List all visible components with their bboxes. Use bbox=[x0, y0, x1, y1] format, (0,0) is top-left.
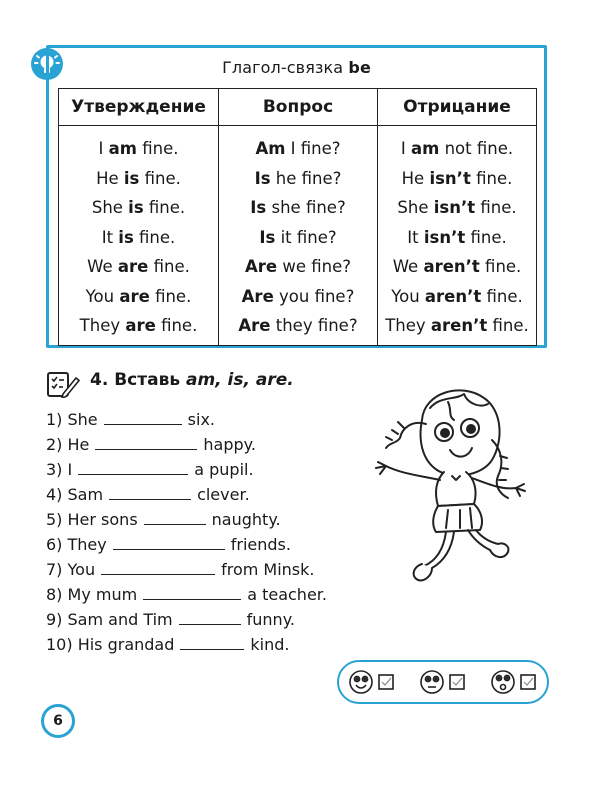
question-sentence: Am I fine? bbox=[255, 139, 341, 158]
grammar-box-title: Глагол-связка be bbox=[222, 58, 371, 77]
header-negative: Отрицание bbox=[378, 89, 537, 126]
answer-blank[interactable] bbox=[78, 460, 188, 475]
pencil-checklist-icon bbox=[46, 370, 80, 402]
exercise-item: 5) Her sons naughty. bbox=[46, 510, 281, 529]
answer-blank[interactable] bbox=[104, 410, 182, 425]
girl-illustration bbox=[352, 380, 542, 599]
negative-sentence: He isn’t fine. bbox=[401, 168, 513, 188]
answer-blank[interactable] bbox=[179, 610, 241, 625]
negative-column bbox=[378, 126, 537, 346]
checkbox-neutral bbox=[450, 675, 464, 689]
header-question: Вопрос bbox=[219, 89, 378, 126]
neutral-face-icon bbox=[421, 671, 443, 693]
question-sentence: Are we fine? bbox=[244, 257, 351, 276]
surprised-face-icon bbox=[492, 671, 514, 693]
exercise-item: 9) Sam and Tim funny. bbox=[46, 610, 295, 629]
affirmative-sentence: It is fine. bbox=[101, 227, 176, 247]
exercise-item: 7) You from Minsk. bbox=[46, 560, 315, 579]
affirmative-sentence: You are fine. bbox=[85, 286, 192, 306]
affirmative-sentence: She is fine. bbox=[91, 198, 186, 217]
header-affirmative: Утверждение bbox=[59, 89, 219, 126]
negative-sentence: You aren’t fine. bbox=[391, 286, 523, 306]
negative-sentence: It isn’t fine. bbox=[407, 227, 507, 247]
checkbox-happy bbox=[379, 675, 393, 689]
answer-blank[interactable] bbox=[144, 510, 206, 525]
negative-sentence: She isn’t fine. bbox=[397, 198, 517, 217]
exercise-item: 2) He happy. bbox=[46, 435, 256, 454]
affirmative-sentence: He is fine. bbox=[96, 168, 181, 188]
exercise-list bbox=[46, 407, 327, 657]
affirmative-sentence: They are fine. bbox=[79, 316, 198, 335]
answer-blank[interactable] bbox=[95, 435, 197, 450]
question-sentence: Is he fine? bbox=[254, 168, 342, 188]
question-column bbox=[219, 126, 378, 346]
checkbox-surprised bbox=[521, 675, 535, 689]
negative-sentence: They aren’t fine. bbox=[385, 316, 529, 335]
exercise-item: 1) She six. bbox=[46, 410, 215, 429]
question-sentence: Is she fine? bbox=[250, 198, 346, 217]
page-number: 6 bbox=[41, 704, 75, 738]
exercise-item: 4) Sam clever. bbox=[46, 485, 250, 504]
question-sentence: Are you fine? bbox=[241, 286, 355, 306]
affirmative-column bbox=[59, 126, 219, 346]
answer-blank[interactable] bbox=[101, 560, 215, 575]
negative-sentence: I am not fine. bbox=[400, 139, 514, 158]
exercise-item: 10) His grandad kind. bbox=[46, 635, 290, 654]
answer-blank[interactable] bbox=[180, 635, 244, 650]
exercise-item: 8) My mum a teacher. bbox=[46, 585, 327, 604]
self-assessment-bar bbox=[337, 660, 549, 704]
question-sentence: Are they fine? bbox=[238, 316, 358, 335]
answer-blank[interactable] bbox=[143, 585, 241, 600]
affirmative-sentence: We are fine. bbox=[87, 257, 190, 276]
answer-blank[interactable] bbox=[109, 485, 191, 500]
negative-sentence: We aren’t fine. bbox=[392, 257, 522, 276]
exercise-item: 3) I a pupil. bbox=[46, 460, 254, 479]
question-sentence: Is it fine? bbox=[259, 227, 337, 247]
exercise-item: 6) They friends. bbox=[46, 535, 291, 554]
task-title: 4. Вставь am, is, are. bbox=[90, 370, 294, 390]
affirmative-sentence: I am fine. bbox=[98, 139, 179, 158]
grammar-table bbox=[58, 88, 537, 346]
answer-blank[interactable] bbox=[113, 535, 225, 550]
happy-face-icon bbox=[350, 671, 372, 693]
